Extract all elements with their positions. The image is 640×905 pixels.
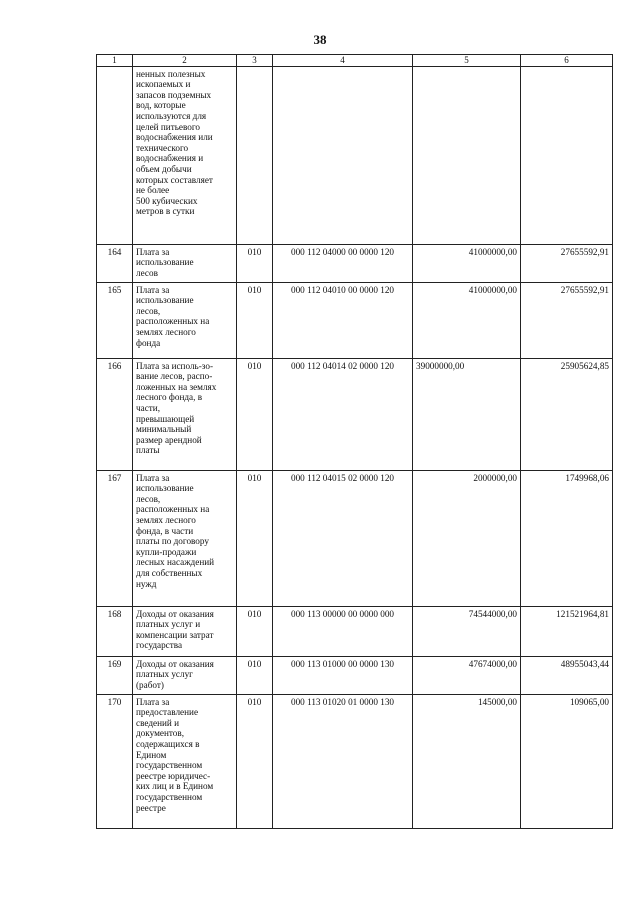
row-code <box>237 66 273 244</box>
table-row <box>97 282 613 358</box>
row-kbk: 000 112 04000 00 0000 120 <box>273 244 413 282</box>
row-name: Плата за предоставление сведений и документов, содержащихся в Едином государственном реестре юридичес- ких лиц и в Едином государственном реестре <box>133 694 237 828</box>
row-code: 010 <box>237 358 273 470</box>
column-header: 1 <box>97 55 133 67</box>
row-fact <box>521 66 613 244</box>
row-plan <box>413 66 521 244</box>
column-header: 5 <box>413 55 521 67</box>
row-code: 010 <box>237 244 273 282</box>
table-header-row <box>97 55 613 67</box>
row-name: Доходы от оказания платных услуг (работ) <box>133 656 237 694</box>
row-number: 167 <box>97 470 133 606</box>
row-number: 164 <box>97 244 133 282</box>
column-header: 4 <box>273 55 413 67</box>
column-header: 2 <box>133 55 237 67</box>
budget-table <box>96 54 613 829</box>
row-plan: 41000000,00 <box>413 282 521 358</box>
row-code: 010 <box>237 470 273 606</box>
row-number <box>97 66 133 244</box>
row-number: 169 <box>97 656 133 694</box>
row-name: Доходы от оказания платных услуг и компенсации затрат государства <box>133 606 237 656</box>
table-row <box>97 66 613 244</box>
row-fact: 27655592,91 <box>521 244 613 282</box>
table-row <box>97 606 613 656</box>
row-kbk: 000 112 04014 02 0000 120 <box>273 358 413 470</box>
row-plan: 39000000,00 <box>413 358 521 470</box>
row-name: Плата за использование лесов, расположенных на землях лесного фонда, в части платы по договору купли-продажи лесных насаждений для собственных нужд <box>133 470 237 606</box>
row-fact: 121521964,81 <box>521 606 613 656</box>
row-fact: 48955043,44 <box>521 656 613 694</box>
table-row <box>97 358 613 470</box>
row-kbk: 000 113 00000 00 0000 000 <box>273 606 413 656</box>
row-code: 010 <box>237 656 273 694</box>
row-kbk <box>273 66 413 244</box>
column-header: 3 <box>237 55 273 67</box>
row-code: 010 <box>237 694 273 828</box>
table-row <box>97 656 613 694</box>
row-plan: 41000000,00 <box>413 244 521 282</box>
row-code: 010 <box>237 606 273 656</box>
table-row <box>97 470 613 606</box>
row-number: 170 <box>97 694 133 828</box>
page-number: 38 <box>313 32 327 47</box>
row-plan: 145000,00 <box>413 694 521 828</box>
row-fact: 109065,00 <box>521 694 613 828</box>
row-number: 166 <box>97 358 133 470</box>
table-row <box>97 244 613 282</box>
row-code: 010 <box>237 282 273 358</box>
row-plan: 74544000,00 <box>413 606 521 656</box>
row-kbk: 000 113 01000 00 0000 130 <box>273 656 413 694</box>
row-name: Плата за использование лесов, расположенных на землях лесного фонда <box>133 282 237 358</box>
row-number: 168 <box>97 606 133 656</box>
row-plan: 2000000,00 <box>413 470 521 606</box>
row-fact: 27655592,91 <box>521 282 613 358</box>
row-plan: 47674000,00 <box>413 656 521 694</box>
row-kbk: 000 112 04015 02 0000 120 <box>273 470 413 606</box>
column-header: 6 <box>521 55 613 67</box>
row-number: 165 <box>97 282 133 358</box>
row-name: ненных полезных ископаемых и запасов подземных вод, которые используются для целей питьевого водоснабжения или технического водоснабжения и объем добычи которых составляет не более 500 кубических метров в сутки <box>133 66 237 244</box>
row-fact: 25905624,85 <box>521 358 613 470</box>
row-kbk: 000 113 01020 01 0000 130 <box>273 694 413 828</box>
row-name: Плата за исполь-зо- вание лесов, распо- ложенных на землях лесного фонда, в части, превышающей минимальный размер арендной платы <box>133 358 237 470</box>
row-fact: 1749968,06 <box>521 470 613 606</box>
table-row <box>97 694 613 828</box>
row-kbk: 000 112 04010 00 0000 120 <box>273 282 413 358</box>
row-name: Плата за использование лесов <box>133 244 237 282</box>
